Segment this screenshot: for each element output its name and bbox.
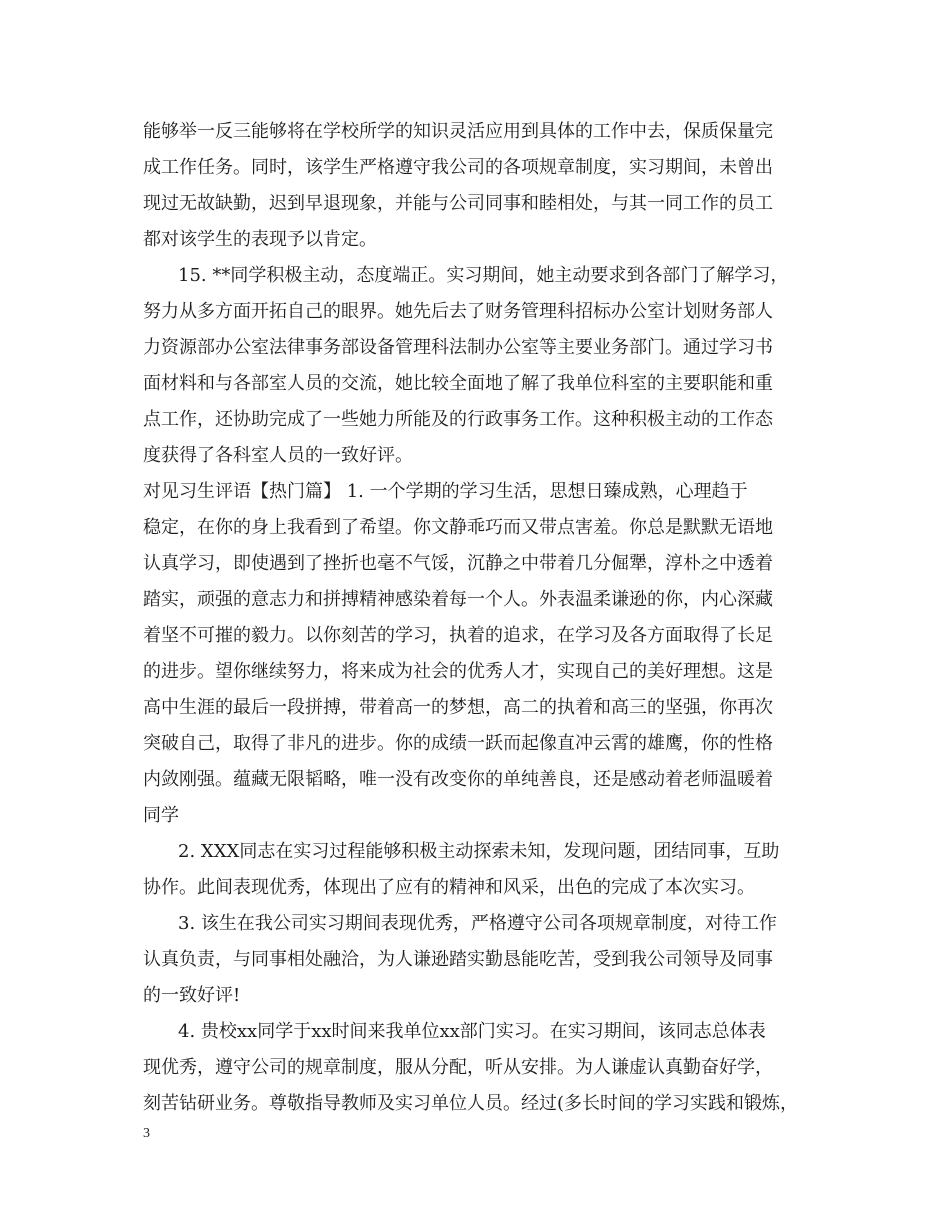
text-line: 着坚不可摧的毅力。以你刻苦的学习，执着的追求，在学习及各方面取得了长足 xyxy=(143,625,773,646)
text-line: 突破自己，取得了非凡的进步。你的成绩一跃而起像直冲云霄的雄鹰，你的性格 xyxy=(143,733,773,754)
text-line: 踏实，顽强的意志力和拼搏精神感染着每一个人。外表温柔谦逊的你，内心深藏 xyxy=(143,589,773,610)
text-line: 都对该学生的表现予以肯定。 xyxy=(143,229,377,250)
text-line: 4. 贵校xx同学于xx时间来我单位xx部门实习。在实习期间，该同志总体表 xyxy=(178,1021,766,1042)
text-line: 努力从多方面开拓自己的眼界。她先后去了财务管理科招标办公室计划财务部人 xyxy=(143,301,773,322)
text-line: 认真负责，与同事相处融洽，为人谦逊踏实勤恳能吃苦，受到我公司领导及同事 xyxy=(143,949,773,970)
text-line: 协作。此间表现优秀，体现出了应有的精神和风采，出色的完成了本次实习。 xyxy=(143,877,755,898)
text-line: 的进步。望你继续努力，将来成为社会的优秀人才，实现自己的美好理想。这是 xyxy=(143,661,773,682)
text-line: 面材料和与各部室人员的交流，她比较全面地了解了我单位科室的主要职能和重 xyxy=(143,373,773,394)
text-line: 现优秀，遵守公司的规章制度，服从分配，听从安排。为人谦虚认真勤奋好学， xyxy=(143,1057,773,1078)
text-line: 稳定，在你的身上我看到了希望。你文静乖巧而又带点害羞。你总是默默无语地 xyxy=(143,517,773,538)
text-line: 15. **同学积极主动，态度端正。实习期间，她主动要求到各部门了解学习， xyxy=(178,265,789,286)
text-line: 现过无故缺勤，迟到早退现象，并能与公司同事和睦相处，与其一同工作的员工 xyxy=(143,193,773,214)
text-line: 认真学习，即使遇到了挫折也毫不气馁，沉静之中带着几分倔犟，淳朴之中透着 xyxy=(143,553,773,574)
text-line: 内敛刚强。蕴藏无限韬略，唯一没有改变你的单纯善良，还是感动着老师温暖着 xyxy=(143,769,773,790)
text-line: 度获得了各科室人员的一致好评。 xyxy=(143,445,413,466)
text-line: 3. 该生在我公司实习期间表现优秀，严格遵守公司各项规章制度，对待工作 xyxy=(178,913,777,934)
text-line: 力资源部办公室法律事务部设备管理科法制办公室等主要业务部门。通过学习书 xyxy=(143,337,773,358)
text-line: 2. XXX同志在实习过程能够积极主动探索未知，发现问题，团结同事，互助 xyxy=(178,841,780,862)
text-line: 成工作任务。同时，该学生严格遵守我公司的各项规章制度，实习期间，未曾出 xyxy=(143,157,773,178)
text-line: 能够举一反三能够将在学校所学的知识灵活应用到具体的工作中去，保质保量完 xyxy=(143,121,773,142)
text-line: 同学 xyxy=(143,805,179,826)
text-line: 高中生涯的最后一段拼搏，带着高一的梦想，高二的执着和高三的坚强，你再次 xyxy=(143,697,773,718)
text-line: 刻苦钻研业务。尊敬指导教师及实习单位人员。经过(多长时间的学习实践和锻炼， xyxy=(143,1093,799,1114)
page-number: 3 xyxy=(143,1126,150,1141)
text-line: 的一致好评! xyxy=(143,985,241,1006)
text-line: 点工作，还协助完成了一些她力所能及的行政事务工作。这种积极主动的工作态 xyxy=(143,409,773,430)
text-line: 对见习生评语【热门篇】 1. 一个学期的学习生活，思想日臻成熟，心理趋于 xyxy=(143,481,748,502)
